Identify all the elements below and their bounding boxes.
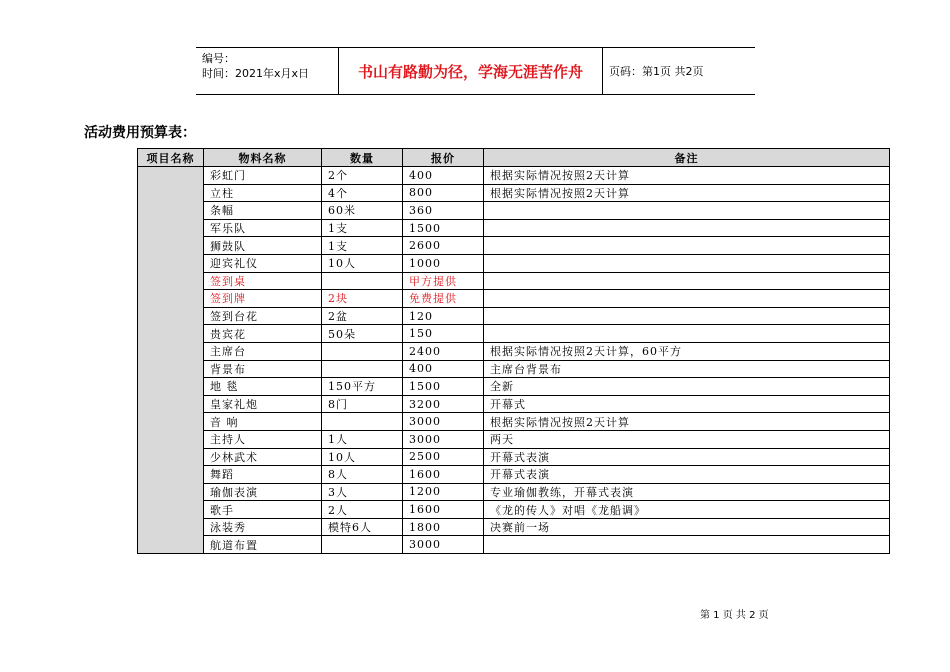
material-cell: 主持人 <box>204 430 322 448</box>
price-cell: 3000 <box>403 430 484 448</box>
table-row <box>138 466 890 484</box>
price-cell: 1600 <box>403 466 484 484</box>
price-cell: 2500 <box>403 448 484 466</box>
material-cell: 军乐队 <box>204 219 322 237</box>
note-cell <box>484 536 890 554</box>
table-row <box>138 378 890 396</box>
quantity-cell: 2块 <box>322 290 403 308</box>
header-motto: 书山有路勤为径，学海无涯苦作舟 <box>339 48 603 94</box>
material-cell: 贵宾花 <box>204 325 322 343</box>
quantity-cell: 1支 <box>322 219 403 237</box>
note-cell: 《龙的传人》对唱《龙船调》 <box>484 501 890 519</box>
quantity-cell <box>322 360 403 378</box>
material-cell: 条幅 <box>204 202 322 220</box>
note-cell: 根据实际情况按照2天计算 <box>484 413 890 431</box>
table-row <box>138 290 890 308</box>
table-body <box>138 167 890 554</box>
material-cell: 狮鼓队 <box>204 237 322 255</box>
price-cell: 1000 <box>403 254 484 272</box>
material-cell: 少林武术 <box>204 448 322 466</box>
material-cell: 立柱 <box>204 184 322 202</box>
price-cell: 1500 <box>403 378 484 396</box>
table-row <box>138 395 890 413</box>
document-title: 活动费用预算表： <box>84 125 196 141</box>
quantity-cell: 1人 <box>322 430 403 448</box>
quantity-cell: 1支 <box>322 237 403 255</box>
quantity-cell: 模特6人 <box>322 518 403 536</box>
table-row <box>138 518 890 536</box>
note-cell: 两天 <box>484 430 890 448</box>
table-row <box>138 448 890 466</box>
price-cell: 400 <box>403 167 484 185</box>
note-cell: 主席台背景布 <box>484 360 890 378</box>
note-cell <box>484 219 890 237</box>
note-cell <box>484 202 890 220</box>
note-cell: 开幕式 <box>484 395 890 413</box>
note-cell <box>484 254 890 272</box>
table-row <box>138 184 890 202</box>
quantity-cell: 8门 <box>322 395 403 413</box>
note-cell <box>484 307 890 325</box>
time-label: 时间：2021年x月x日 <box>202 67 310 80</box>
note-cell: 开幕式表演 <box>484 448 890 466</box>
quantity-cell <box>322 272 403 290</box>
quantity-cell: 10人 <box>322 448 403 466</box>
table-row <box>138 342 890 360</box>
quantity-cell: 50朵 <box>322 325 403 343</box>
price-cell: 甲方提供 <box>403 272 484 290</box>
price-cell: 免费提供 <box>403 290 484 308</box>
table-row <box>138 202 890 220</box>
quantity-cell: 10人 <box>322 254 403 272</box>
note-cell: 开幕式表演 <box>484 466 890 484</box>
price-cell: 800 <box>403 184 484 202</box>
table-header-row <box>138 149 890 167</box>
note-cell: 全新 <box>484 378 890 396</box>
quantity-cell: 2个 <box>322 167 403 185</box>
material-cell: 签到台花 <box>204 307 322 325</box>
quantity-cell: 150平方 <box>322 378 403 396</box>
page-header <box>196 47 755 95</box>
quantity-cell: 60米 <box>322 202 403 220</box>
material-cell: 迎宾礼仪 <box>204 254 322 272</box>
table-row <box>138 307 890 325</box>
column-header-note: 备注 <box>484 149 890 167</box>
quantity-cell: 3人 <box>322 483 403 501</box>
price-cell: 1200 <box>403 483 484 501</box>
material-cell: 音 响 <box>204 413 322 431</box>
note-cell: 决赛前一场 <box>484 518 890 536</box>
quantity-cell: 8人 <box>322 466 403 484</box>
column-header-project: 项目名称 <box>138 149 204 167</box>
price-cell: 360 <box>403 202 484 220</box>
budget-table <box>137 148 890 554</box>
material-cell: 瑜伽表演 <box>204 483 322 501</box>
material-cell: 地 毯 <box>204 378 322 396</box>
project-name-cell <box>138 167 204 554</box>
table-row <box>138 325 890 343</box>
material-cell: 签到牌 <box>204 290 322 308</box>
table-row <box>138 272 890 290</box>
page-footer: 第 1 页 共 2 页 <box>700 610 769 621</box>
table-row <box>138 413 890 431</box>
material-cell: 航道布置 <box>204 536 322 554</box>
material-cell: 彩虹门 <box>204 167 322 185</box>
material-cell: 签到桌 <box>204 272 322 290</box>
column-header-material: 物料名称 <box>204 149 322 167</box>
price-cell: 1500 <box>403 219 484 237</box>
price-cell: 2600 <box>403 237 484 255</box>
material-cell: 歌手 <box>204 501 322 519</box>
table-row <box>138 254 890 272</box>
header-left <box>196 48 339 94</box>
table-row <box>138 219 890 237</box>
material-cell: 皇家礼炮 <box>204 395 322 413</box>
number-label: 编号： <box>202 52 235 65</box>
price-cell: 150 <box>403 325 484 343</box>
quantity-cell <box>322 342 403 360</box>
column-header-price: 报价 <box>403 149 484 167</box>
price-cell: 3000 <box>403 413 484 431</box>
note-cell <box>484 290 890 308</box>
note-cell: 根据实际情况按照2天计算 <box>484 167 890 185</box>
header-page-code: 页码：第1页 共2页 <box>609 65 704 78</box>
price-cell: 120 <box>403 307 484 325</box>
column-header-quantity: 数量 <box>322 149 403 167</box>
table-row <box>138 483 890 501</box>
price-cell: 3200 <box>403 395 484 413</box>
material-cell: 舞蹈 <box>204 466 322 484</box>
price-cell: 1600 <box>403 501 484 519</box>
note-cell: 根据实际情况按照2天计算 <box>484 184 890 202</box>
price-cell: 2400 <box>403 342 484 360</box>
note-cell: 专业瑜伽教练，开幕式表演 <box>484 483 890 501</box>
quantity-cell: 2盆 <box>322 307 403 325</box>
table-row <box>138 237 890 255</box>
table-row <box>138 167 890 185</box>
price-cell: 3000 <box>403 536 484 554</box>
note-cell <box>484 325 890 343</box>
table-row <box>138 430 890 448</box>
table-row <box>138 360 890 378</box>
table-row <box>138 536 890 554</box>
material-cell: 背景布 <box>204 360 322 378</box>
material-cell: 主席台 <box>204 342 322 360</box>
quantity-cell: 4个 <box>322 184 403 202</box>
note-cell: 根据实际情况按照2天计算，60平方 <box>484 342 890 360</box>
note-cell <box>484 237 890 255</box>
quantity-cell <box>322 536 403 554</box>
quantity-cell: 2人 <box>322 501 403 519</box>
note-cell <box>484 272 890 290</box>
price-cell: 1800 <box>403 518 484 536</box>
quantity-cell <box>322 413 403 431</box>
table-row <box>138 501 890 519</box>
price-cell: 400 <box>403 360 484 378</box>
material-cell: 泳装秀 <box>204 518 322 536</box>
